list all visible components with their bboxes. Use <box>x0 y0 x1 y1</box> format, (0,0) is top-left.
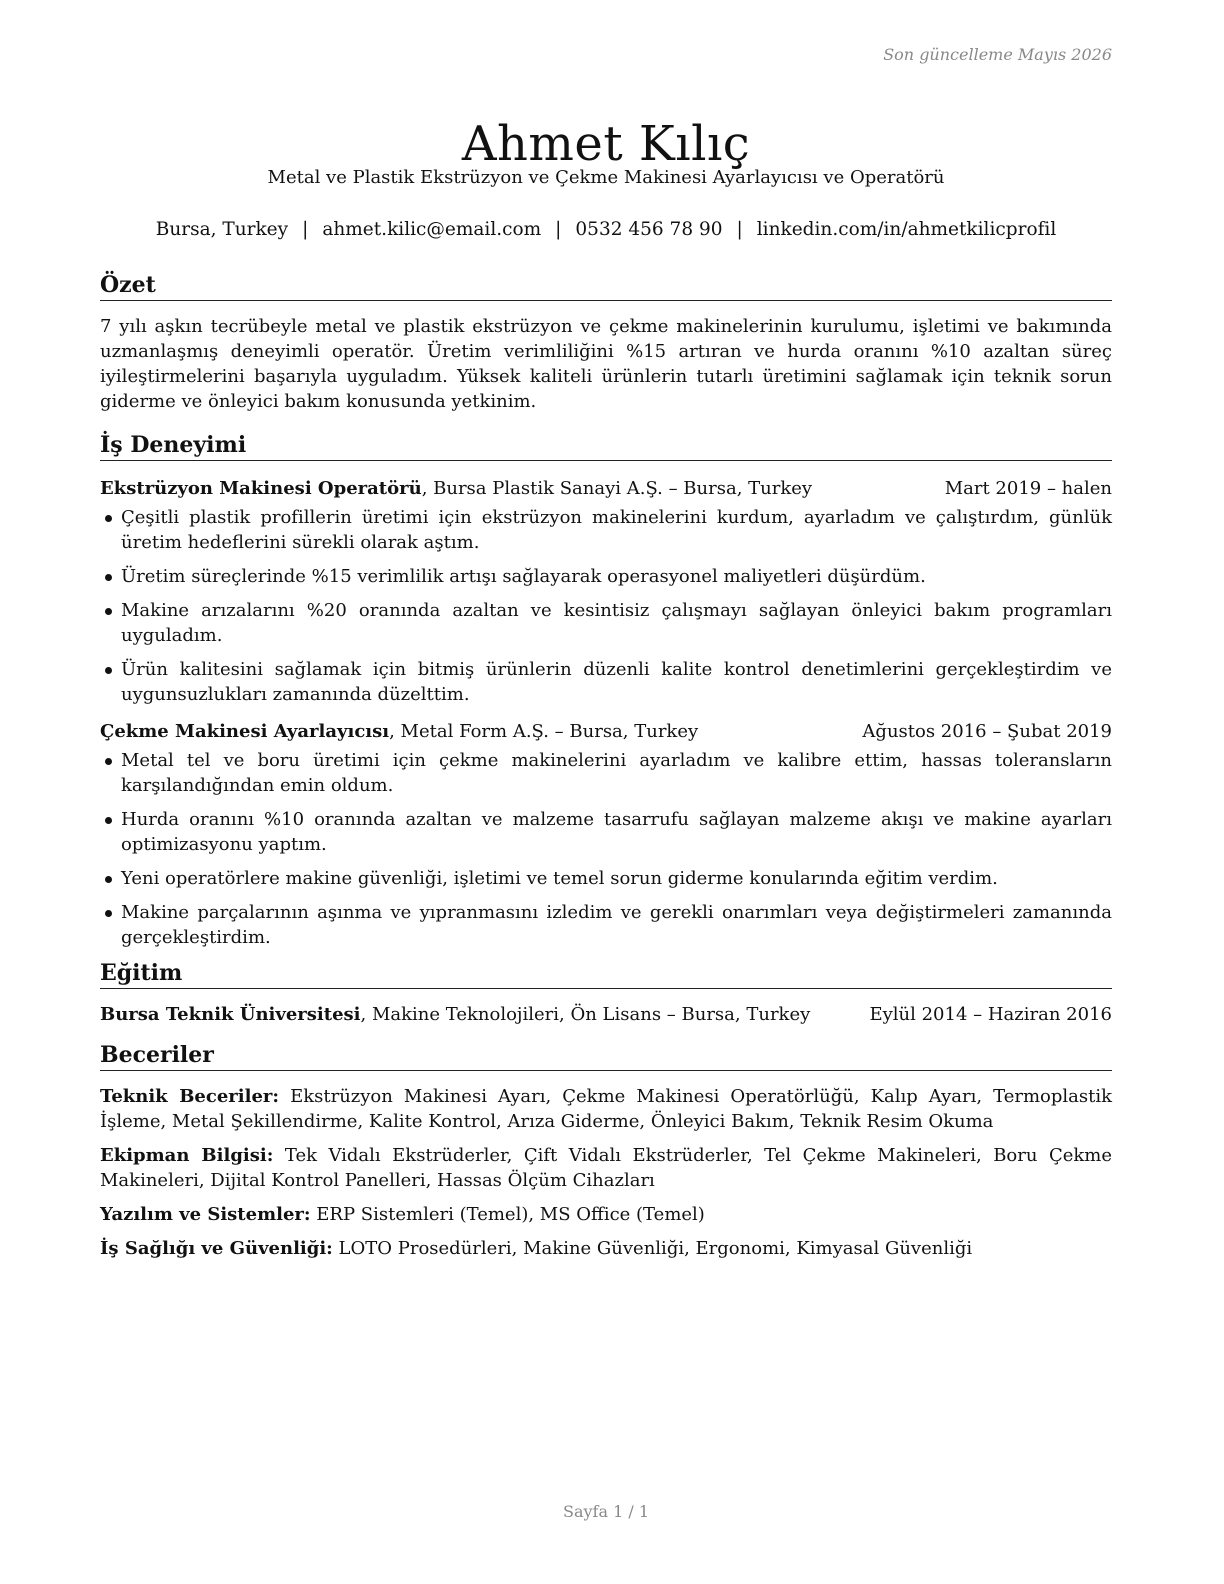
section-title-skills: Beceriler <box>100 1041 1112 1071</box>
job-bullets <box>100 505 1112 707</box>
skill-row <box>100 1236 1112 1261</box>
job-role: Çekme Makinesi Ayarlayıcısı <box>100 721 390 742</box>
section-title-summary: Özet <box>100 271 1112 301</box>
job-bullet: Yeni operatörlere makine güvenliği, işletimi ve temel sorun giderme konularında eğitim verdim. <box>100 866 1112 891</box>
job-dates: Mart 2019 – halen <box>944 478 1112 499</box>
job-bullet: Makine parçalarının aşınma ve yıpranmasını izledim ve gerekli onarımları veya değiştirmeleri zamanında gerçekleştirdim. <box>100 900 1112 950</box>
last-updated: Son güncelleme Mayıs 2026 <box>883 45 1112 64</box>
skill-row <box>100 1143 1112 1193</box>
headline: Metal ve Plastik Ekstrüzyon ve Çekme Makinesi Ayarlayıcısı ve Operatörü <box>267 167 945 188</box>
skills-section <box>100 1041 1112 1261</box>
job-bullets <box>100 748 1112 950</box>
skill-value: ERP Sistemleri (Temel), MS Office (Temel) <box>310 1204 705 1225</box>
education-section <box>100 959 1112 1027</box>
skill-label: Ekipman Bilgisi: <box>100 1145 274 1166</box>
education-dates: Eylül 2014 – Haziran 2016 <box>869 1004 1112 1025</box>
job-company: , Metal Form A.Ş. – Bursa, Turkey <box>389 721 699 742</box>
skill-label: Yazılım ve Sistemler: <box>100 1204 311 1225</box>
contact-email-link[interactable]: ahmet.kilic@email.com <box>322 219 542 240</box>
job-bullet: Makine arızalarını %20 oranında azaltan ve kesintisiz çalışmayı sağlayan önleyici bakım programları uyguladım. <box>100 598 1112 648</box>
job-bullet: Üretim süreçlerinde %15 verimlilik artışı sağlayarak operasyonel maliyetleri düşürdüm. <box>100 564 1112 589</box>
job-bullet: Ürün kalitesini sağlamak için bitmiş ürünlerin düzenli kalite kontrol denetimlerini gerçekleştirdim ve uygunsuzlukları zamanında düzelttim. <box>100 657 1112 707</box>
contact-separator: | <box>736 219 743 240</box>
job-header <box>100 719 1112 744</box>
resume-body <box>100 271 1112 1270</box>
page-number: Sayfa 1 / 1 <box>562 1502 649 1521</box>
experience-section <box>100 431 1112 950</box>
skill-row <box>100 1202 1112 1227</box>
candidate-name: Ahmet Kılıç <box>461 116 751 173</box>
skill-value: Ekstrüzyon Makinesi Ayarı, Çekme Makinesi Operatörlüğü, Kalıp Ayarı, Termoplastik İşleme, Metal Şekillendirme, Kalite Kontrol, Arıza Giderme, Önleyici Bakım, Teknik Resim Okuma <box>100 1086 1113 1132</box>
skill-label: İş Sağlığı ve Güvenliği: <box>100 1238 333 1259</box>
job-entry <box>100 476 1112 707</box>
job-bullet: Çeşitli plastik profillerin üretimi için ekstrüzyon makinelerini kurdum, ayarladım ve çalıştırdım, günlük üretim hedeflerini sürekli olarak aştım. <box>100 505 1112 555</box>
job-title-line <box>100 719 698 744</box>
summary-text: 7 yılı aşkın tecrübeyle metal ve plastik ekstrüzyon ve çekme makinelerinin kurulumu, işletimi ve bakımında uzmanlaşmış deneyimli operatör. Üretim verimliliğini %15 artıran ve hurda oranını %10 azaltan süreç iyileştirmelerini başarıyla uyguladım. Yüksek kaliteli ürünlerin tutarlı üretimini sağlamak için teknik sorun giderme ve önleyici bakım konusunda yetkinim. <box>100 316 1112 412</box>
education-title-line <box>100 1002 810 1027</box>
skill-label: Teknik Beceriler: <box>100 1086 280 1107</box>
skill-value: Tek Vidalı Ekstrüderler, Çift Vidalı Ekstrüderler, Tel Çekme Makineleri, Boru Çekme Makineleri, Dijital Kontrol Panelleri, Hassas Ölçüm Cihazları <box>100 1145 1112 1191</box>
contact-location: Bursa, Turkey <box>155 219 289 240</box>
education-school: Bursa Teknik Üniversitesi <box>100 1004 361 1025</box>
contact-separator: | <box>555 219 562 240</box>
contact-phone: 0532 456 78 90 <box>575 219 723 240</box>
contact-linkedin-link[interactable]: linkedin.com/in/ahmetkilicprofil <box>756 219 1057 240</box>
job-bullet: Metal tel ve boru üretimi için çekme makinelerini ayarladım ve kalibre ettim, hassas toleransların karşılandığından emin oldum. <box>100 748 1112 798</box>
job-entry <box>100 719 1112 950</box>
contact-line <box>100 219 1112 240</box>
education-entry <box>100 1002 1112 1027</box>
summary-section <box>100 271 1112 414</box>
job-company: , Bursa Plastik Sanayi A.Ş. – Bursa, Turkey <box>421 478 813 499</box>
job-role: Ekstrüzyon Makinesi Operatörü <box>100 478 422 499</box>
job-dates: Ağustos 2016 – Şubat 2019 <box>862 721 1112 742</box>
job-title-line <box>100 476 812 501</box>
contact-separator: | <box>302 219 309 240</box>
job-bullet: Hurda oranını %10 oranında azaltan ve malzeme tasarrufu sağlayan malzeme akışı ve makine ayarları optimizasyonu yaptım. <box>100 807 1112 857</box>
resume-page <box>100 0 1112 1584</box>
job-header <box>100 476 1112 501</box>
skill-row <box>100 1084 1112 1134</box>
section-title-experience: İş Deneyimi <box>100 431 1112 461</box>
skills-list <box>100 1084 1112 1261</box>
section-title-education: Eğitim <box>100 959 1112 989</box>
skill-value: LOTO Prosedürleri, Makine Güvenliği, Ergonomi, Kimyasal Güvenliği <box>332 1238 973 1259</box>
education-detail: , Makine Teknolojileri, Ön Lisans – Bursa, Turkey <box>360 1004 811 1025</box>
